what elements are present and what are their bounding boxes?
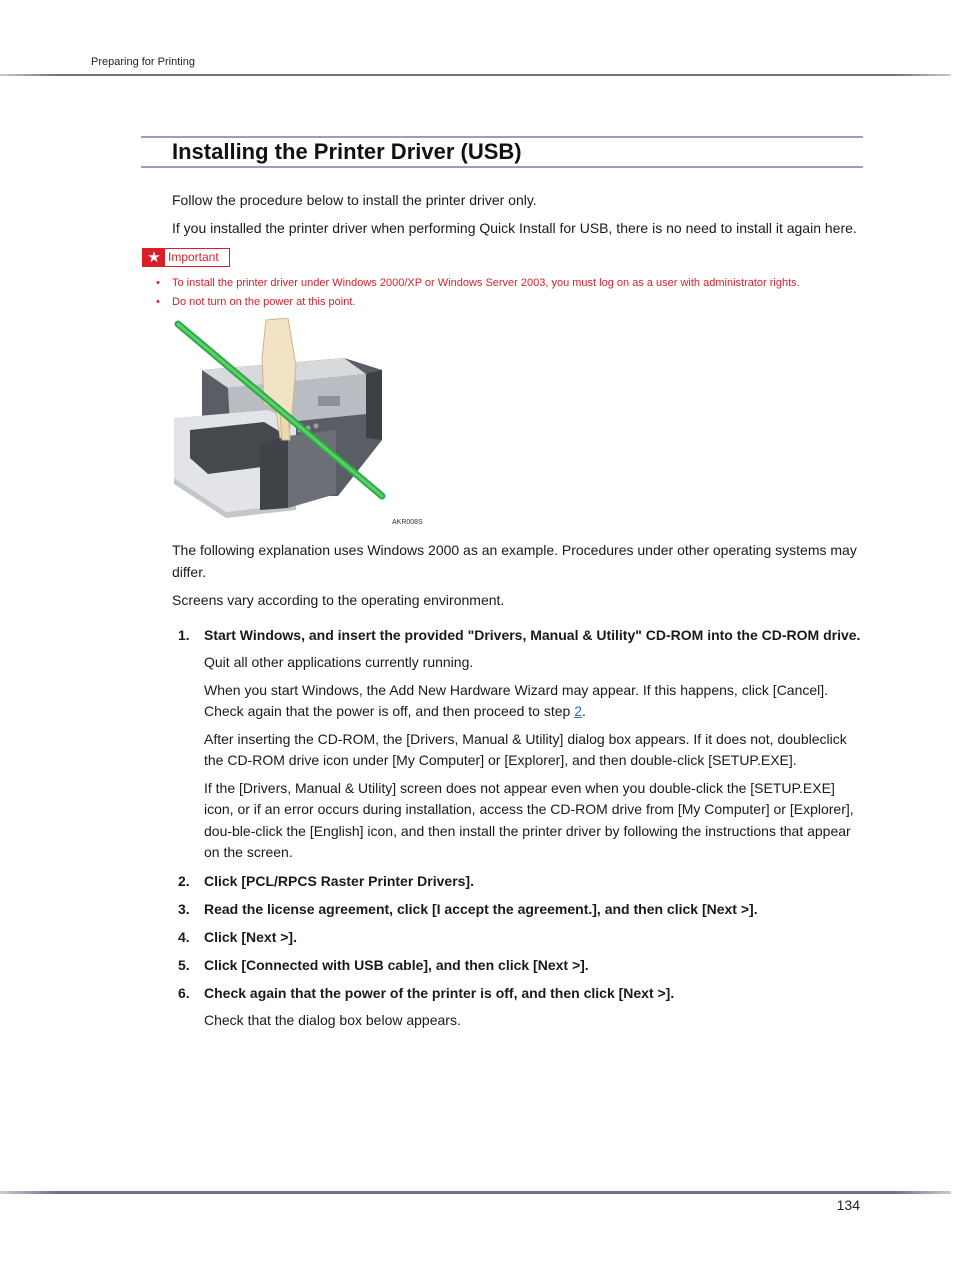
- step-5: [172, 954, 864, 976]
- step-note: Check that the dialog box below appears.: [204, 1011, 461, 1028]
- step-6: [172, 982, 864, 1032]
- step-note: After inserting the CD-ROM, the [Drivers, Manual & Utility] dialog box appears. If it does not, doubleclick the CD-ROM drive icon under [My Computer] or [Explorer], and then double-click [SETUP.EXE].: [204, 730, 847, 768]
- intro-paragraph-1: Follow the procedure below to install the printer driver only.: [172, 192, 537, 208]
- step-number: 6.: [178, 984, 190, 1001]
- page-number: 134: [836, 1197, 860, 1213]
- step-4: [172, 926, 864, 948]
- important-item: • To install the printer driver under Windows 2000/XP or Windows Server 2003, you must log on as a user with administrator rights.: [156, 277, 800, 289]
- step-1: [172, 624, 864, 864]
- step-2: [172, 870, 864, 892]
- page-title: Installing the Printer Driver (USB): [172, 139, 522, 164]
- star-icon: ★: [143, 249, 165, 266]
- footer-rule: [0, 1191, 951, 1194]
- step-note: If the [Drivers, Manual & Utility] screen does not appear even when you double-click the [SETUP.EXE] icon, or if an error occurs during installation, access the CD-ROM drive from [My Computer] or [Explorer], dou-ble-click the [English] icon, and then install the printer driver by following the instructions that appear on the screen.: [204, 779, 854, 860]
- step-instruction: Click [Connected with USB cable], and then click [Next >].: [204, 956, 589, 973]
- step-number: 1.: [178, 627, 190, 643]
- title-box: [141, 136, 863, 168]
- running-header: Preparing for Printing: [91, 56, 195, 68]
- step-2-link[interactable]: 2: [574, 703, 583, 719]
- step-note: Quit all other applications currently running.: [204, 654, 474, 670]
- printer-illustration: [168, 318, 428, 530]
- printer-figure: [168, 318, 428, 530]
- step-number: 2.: [178, 872, 190, 889]
- step-note: When you start Windows, the Add New Hardware Wizard may appear. If this happens, click [Cancel]. Check again that the power is off, and then proceed to step 2.: [204, 681, 829, 719]
- important-label: Important: [168, 250, 219, 264]
- important-badge: [142, 248, 230, 267]
- figure-caption: AKR008S: [392, 519, 423, 526]
- step-number: 5.: [178, 956, 190, 973]
- note-paragraph-2: Screens vary according to the operating environment.: [172, 592, 505, 608]
- step-instruction: Check again that the power of the printer is off, and then click [Next >].: [204, 984, 675, 1001]
- step-number: 4.: [178, 928, 190, 945]
- step-number: 3.: [178, 900, 190, 917]
- step-instruction: Click [Next >].: [204, 928, 297, 945]
- step-instruction: Start Windows, and insert the provided "Drivers, Manual & Utility" CD-ROM into the CD-ROM drive.: [204, 627, 861, 643]
- step-3: [172, 898, 864, 920]
- step-list: [172, 624, 864, 1031]
- intro-paragraph-2: If you installed the printer driver when performing Quick Install for USB, there is no need to install it again here.: [172, 220, 857, 236]
- step-instruction: Click [PCL/RPCS Raster Printer Drivers].: [204, 872, 474, 889]
- note-paragraph-1: The following explanation uses Windows 2000 as an example. Procedures under other operating systems may differ.: [172, 542, 857, 580]
- step-instruction: Read the license agreement, click [I accept the agreement.], and then click [Next >].: [204, 900, 758, 917]
- header-rule: [0, 74, 951, 76]
- important-item: • Do not turn on the power at this point.: [156, 296, 356, 308]
- important-list: [154, 274, 854, 312]
